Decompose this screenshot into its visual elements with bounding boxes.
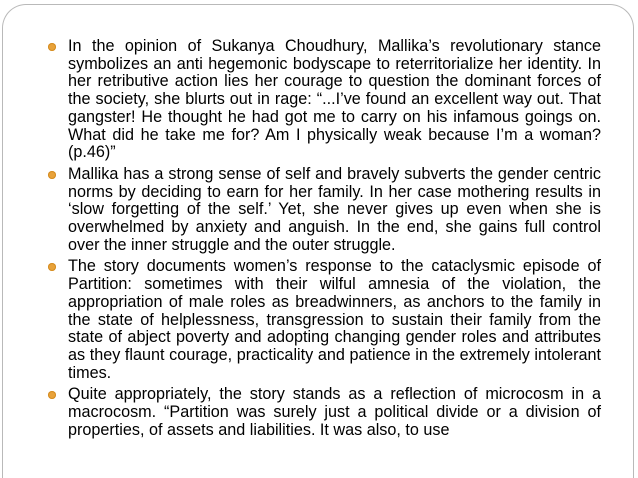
bullet-item-2 xyxy=(68,166,601,255)
bullet-text-2: Mallika has a strong sense of self and bravely subverts the gender centric norms by deciding to earn for her family. In her case mothering results in ‘slow forgetting of the self.’ Yet, she never gives up even when she is overwhelmed by anxiety and anguish. In the end, she gains full control over the inner struggle and the outer struggle. xyxy=(68,164,601,254)
round-bullet-icon xyxy=(48,43,56,51)
bullet-item-3 xyxy=(68,258,601,382)
bullet-text-3: The story documents women’s response to the cataclysmic episode of Partition: sometimes with their wilful amnesia of the violation, the appropriation of male roles as breadwinners, as anchors to the family in the state of helplessness, transgression to sustain their family from the state of abject poverty and adopting changing gender roles and attributes as they flaunt courage, practicality and patience in the extremely intolerant times. xyxy=(68,257,601,382)
bullet-item-4 xyxy=(68,386,601,439)
bullet-item-1 xyxy=(68,38,601,162)
bullet-text-1: In the opinion of Sukanya Choudhury, Mallika’s revolutionary stance symbolizes an anti hegemonic bodyscape to reterritorialize her identity. In her retributive action lies her courage to question the dominant forces of the society, she blurts out in rage: “...I’ve found an excellent way out. That gangster! He thought he had got me to carry on his infamous goings on. What did he take me for? Am I physically weak because I’m a woman?(p.46)” xyxy=(68,37,601,162)
round-bullet-icon xyxy=(48,171,56,179)
bullet-list xyxy=(68,38,601,439)
bullet-text-4: Quite appropriately, the story stands as a reflection of microcosm in a macrocosm. “Partition was surely just a political divide or a division of properties, of assets and liabilities. It was also, to use xyxy=(68,385,601,439)
slide-content xyxy=(68,38,601,443)
